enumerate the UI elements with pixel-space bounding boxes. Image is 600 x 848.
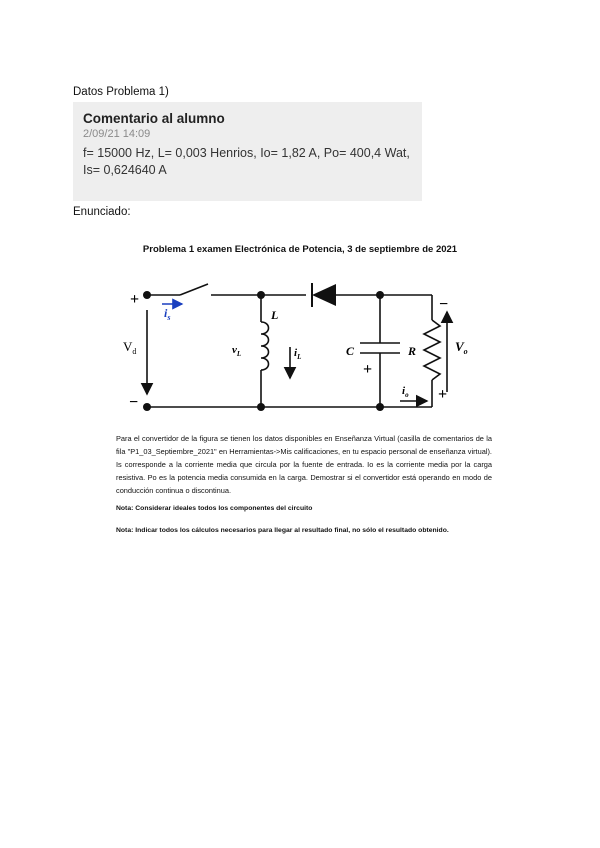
vd-label: $V_d$: [123, 339, 137, 356]
io-label: $i_o$: [402, 385, 409, 399]
statement-heading: Enunciado:: [73, 206, 131, 218]
c-label: C: [346, 344, 355, 358]
vd-minus: −: [129, 394, 139, 411]
comment-box: [73, 102, 422, 201]
circuit-diagram: [110, 270, 480, 420]
r-label: R: [408, 344, 417, 358]
vo-minus: −: [439, 296, 449, 313]
c-plus: +: [363, 361, 373, 378]
vo-label: $V_o$: [455, 339, 468, 356]
comment-title: Comentario al alumno: [83, 111, 225, 126]
note-ideal-components: Nota: Considerar ideales todos los componentes del circuito: [116, 505, 313, 512]
data-heading: Datos Problema 1): [73, 86, 169, 98]
is-label: $i_s$: [164, 306, 171, 322]
problem-title: Problema 1 examen Electrónica de Potencia, 3 de septiembre de 2021: [142, 244, 458, 255]
note-calculations: Nota: Indicar todos los cálculos necesarios para llegar al resultado final, no sólo el resultado obtenido.: [116, 527, 449, 534]
comment-date: 2/09/21 14:09: [83, 128, 151, 140]
comment-text: f= 15000 Hz, L= 0,003 Henrios, Io= 1,82 A, Po= 400,4 Wat, Is= 0,624640 A: [83, 146, 410, 177]
vl-label: $v_L$: [232, 344, 242, 358]
problem-statement: Para el convertidor de la figura se tienen los datos disponibles en Enseñanza Virtual (casilla de comentarios de la fila "P1_03_Septiembre_2021" en Herramientas->Mis calificaciones, en tu espacio personal de enseñanza virtual). Is corresponde a la corriente media que circula por la fuente de entrada. Io es la corriente media por la carga resistiva. Po es la potencia media consumida en la carga. Demostrar si el convertidor está operando en modo de conducción continua o discontinua.: [116, 434, 492, 495]
l-label: L: [271, 308, 279, 322]
vd-plus: +: [130, 291, 140, 308]
vo-plus: +: [438, 386, 448, 403]
il-label: $i_L$: [294, 347, 302, 361]
